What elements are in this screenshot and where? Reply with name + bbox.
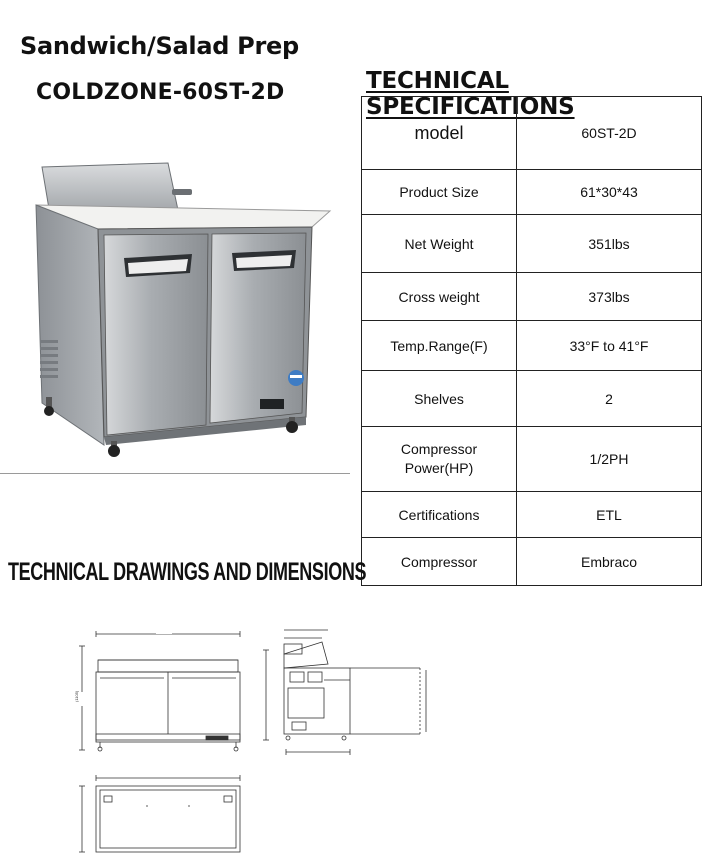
front-view-drawing: [74, 630, 240, 751]
spec-value: 351lbs: [517, 215, 702, 273]
spec-value: 2: [517, 371, 702, 427]
spec-row-product-size: [362, 170, 702, 215]
technical-drawings: [60, 620, 450, 860]
spec-row-compressor-power: [362, 427, 702, 492]
spec-row-certifications: [362, 492, 702, 538]
refrigerator-image: [0, 155, 345, 460]
spec-label: Net Weight: [362, 215, 517, 273]
spec-value: 33°F to 41°F: [517, 321, 702, 371]
spec-label: Product Size: [362, 170, 517, 215]
spec-table: [361, 96, 702, 586]
spec-label: model: [362, 97, 517, 170]
spec-value: 1/2PH: [517, 427, 702, 492]
section-divider: [0, 473, 350, 474]
spec-row-cross-weight: [362, 273, 702, 321]
side-view-drawing: [263, 630, 426, 755]
product-model-code: COLDZONE-60ST-2D: [36, 80, 285, 105]
spec-value: ETL: [517, 492, 702, 538]
svg-text:(1105): (1105): [74, 690, 79, 702]
spec-row-temp-range: [362, 321, 702, 371]
spec-label: Compressor Power(HP): [362, 427, 517, 492]
spec-value: 373lbs: [517, 273, 702, 321]
spec-value: 60ST-2D: [517, 97, 702, 170]
spec-row-compressor: [362, 538, 702, 586]
spec-label: Cross weight: [362, 273, 517, 321]
spec-heading: TECHNICAL SPECIFICATIONS: [366, 68, 575, 120]
drawings-heading: TECHNICAL DRAWINGS AND DIMENSIONS: [8, 558, 367, 586]
spec-row-shelves: [362, 371, 702, 427]
spec-row-model: [362, 97, 702, 170]
spec-label: Certifications: [362, 492, 517, 538]
product-title: Sandwich/Salad Prep: [20, 32, 299, 60]
spec-label: Compressor: [362, 538, 517, 586]
spec-label: Temp.Range(F): [362, 321, 517, 371]
spec-label: Shelves: [362, 371, 517, 427]
spec-row-net-weight: [362, 215, 702, 273]
spec-value: Embraco: [517, 538, 702, 586]
spec-value: 61*30*43: [517, 170, 702, 215]
top-view-drawing: [79, 775, 240, 852]
